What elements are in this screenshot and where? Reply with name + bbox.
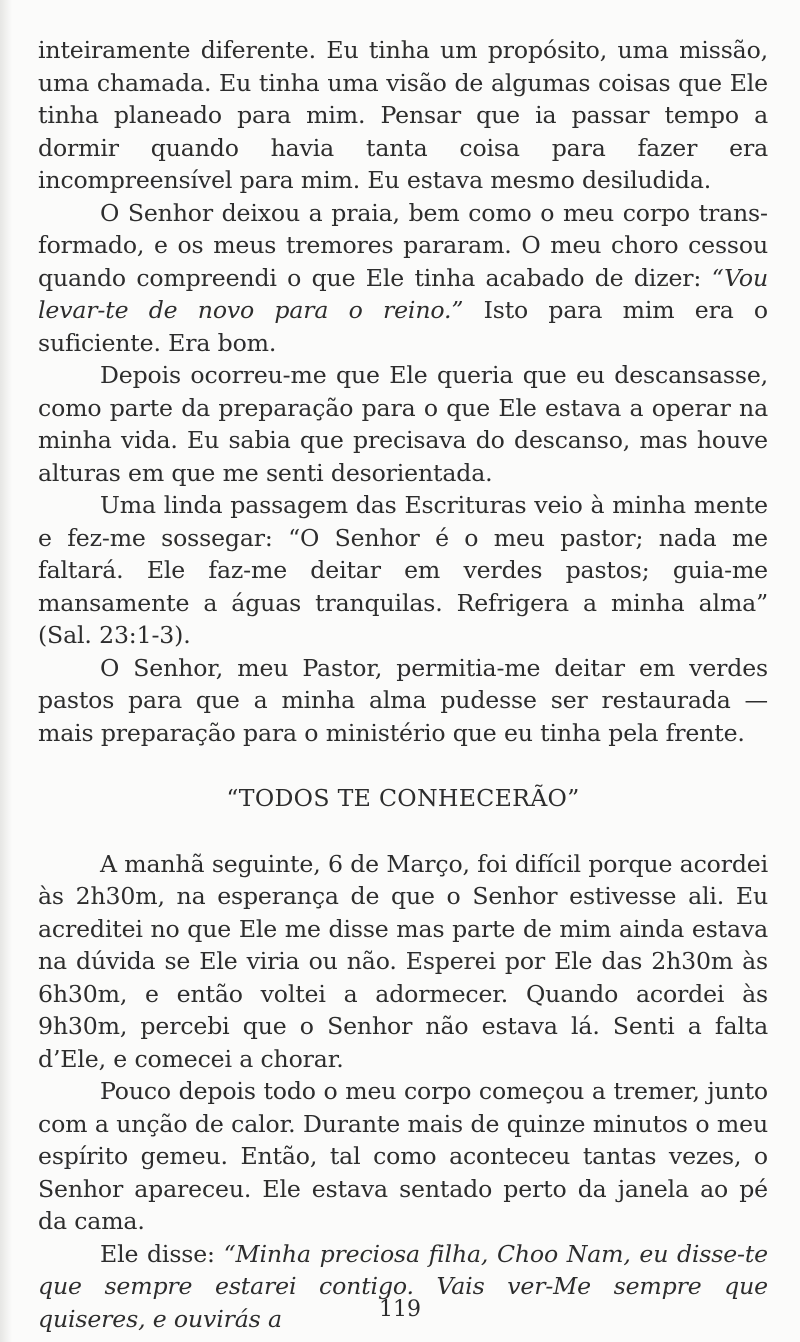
paragraph-continuation: inteiramente diferente. Eu tinha um propósito, uma missão, uma chamada. Eu tinha uma visão de algumas coisas que Ele tinha planeado para mim. Pensar que ia passar tempo a dormir quando havia tanta coisa para fazer era incompreensível para mim. Eu estava mesmo desiludida.	[38, 36, 768, 194]
paragraph-shepherd: O Senhor, meu Pastor, permitia-me deitar em verdes pastos para que a minha alma pudesse ser restaurada — mais preparação para o ministério que eu tinha pela frente.	[38, 653, 768, 747]
page-number: 119	[379, 1297, 421, 1322]
paragraph-text: O Senhor deixou a praia, bem como o meu corpo transformado, e os meus tremores pararam. O meu choro cessou quando compreendi o que Ele tinha acabado de dizer:	[38, 198, 768, 292]
paragraph-rest: Depois ocorreu-me que Ele queria que eu descansasse, como parte da preparação para o que Ele estava a operar na minha vida. Eu sabia que precisava do descanso, mas houve alturas em que me senti desorientada.	[38, 361, 768, 487]
paragraph-next-morning: A manhã seguinte, 6 de Março, foi difícil porque acordei às 2h30m, na esperança de que o Senhor estivesse ali. Eu acreditei no que Ele me disse mas parte de mim ainda estava na dúvida se Ele viria ou não. Esperei por Ele das 2h30m às 6h30m, e então voltei a adormecer. Quando acordei às 9h30m, percebi que o Senhor não estava lá. Senti a falta d’Ele, e comecei a chorar.	[38, 849, 768, 1073]
paragraph-trembling: Pouco depois todo o meu corpo começou a tremer, junto com a unção de calor. Durante mais de quinze minutos o meu espírito gemeu. Então, tal como aconteceu tantas vezes, o Senhor apareceu. Ele estava sentado perto da janela ao pé da cama.	[38, 1077, 768, 1235]
paragraph-text-tail: Isto para mim era o suficiente. Era bom.	[38, 296, 768, 357]
quote-italic: “Minha preciosa filha, Choo Nam, eu disse-te que sempre estarei contigo. Vais ver-Me sempre que quiseres, e ouvirás a	[38, 1239, 768, 1333]
paragraph-lord-left-beach	[38, 197, 768, 360]
paragraph-psalm: Uma linda passagem das Escrituras veio à minha mente e fez-me sossegar: “O Senhor é o meu pastor; nada me faltará. Ele faz-me deitar em verdes pastos; guia-me mansamente a águas tranquilas. Refrigera a minha alma” (Sal. 23:1-3).	[38, 491, 768, 649]
page-edge-shadow	[0, 0, 12, 1342]
section-heading: “TODOS TE CONHECERÃO”	[226, 784, 580, 812]
body-text	[38, 34, 768, 1335]
paragraph-text: Ele disse:	[100, 1239, 224, 1268]
quote-italic: “Vou levar-te de novo para o reino.”	[38, 263, 768, 324]
